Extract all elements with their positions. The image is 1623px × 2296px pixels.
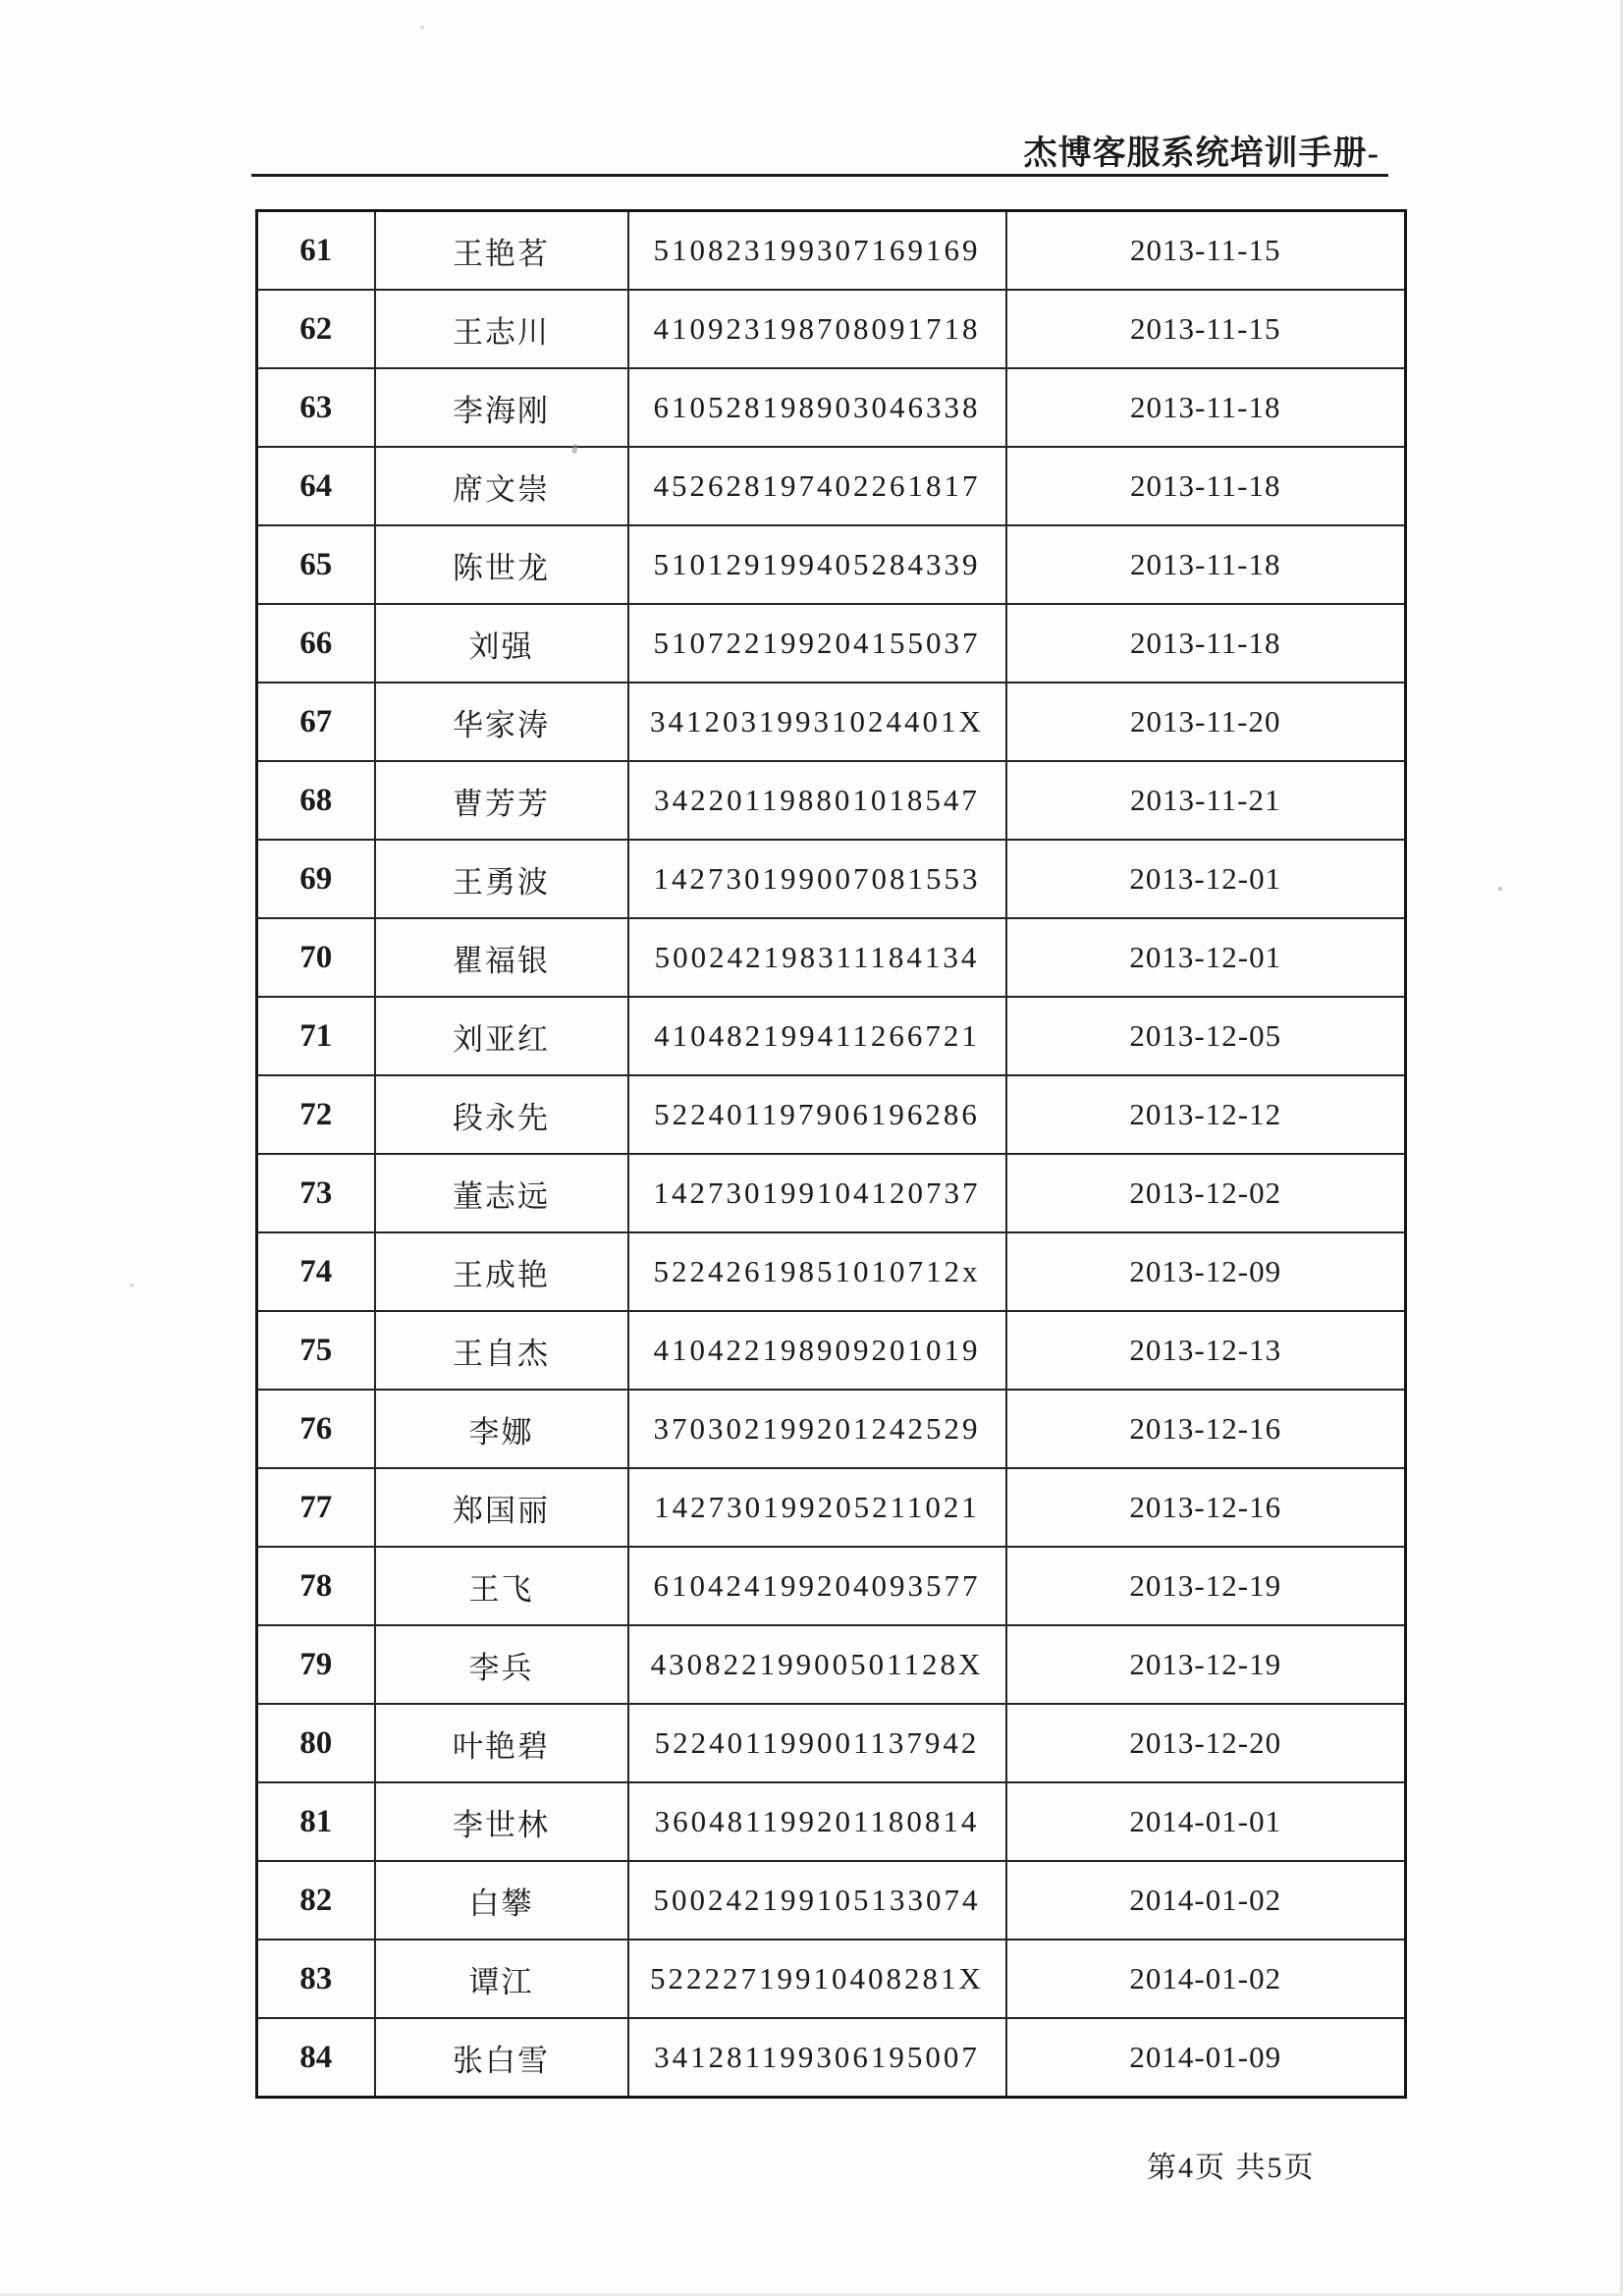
row-number-cell: 66 [257, 604, 375, 683]
table-row [257, 1547, 1406, 1625]
roster-table [255, 209, 1407, 2099]
row-number-cell: 79 [257, 1625, 375, 1704]
id-number-cell: 510722199204155037 [628, 604, 1006, 683]
date-cell: 2013-11-18 [1006, 604, 1406, 683]
table-row [257, 1075, 1406, 1154]
name-cell: 华家涛 [375, 683, 628, 761]
name-cell: 郑国丽 [375, 1468, 628, 1547]
row-number-cell: 77 [257, 1468, 375, 1547]
scan-speck [420, 26, 424, 29]
row-number-cell: 78 [257, 1547, 375, 1625]
row-number-cell: 64 [257, 447, 375, 525]
table-row [257, 1704, 1406, 1782]
date-cell: 2013-12-19 [1006, 1625, 1406, 1704]
name-cell: 瞿福银 [375, 918, 628, 997]
row-number-cell: 61 [257, 211, 375, 291]
table-row [257, 761, 1406, 840]
roster-table-body [257, 211, 1406, 2098]
id-number-cell: 142730199104120737 [628, 1154, 1006, 1232]
table-row [257, 211, 1406, 291]
date-cell: 2013-12-02 [1006, 1154, 1406, 1232]
row-number-cell: 75 [257, 1311, 375, 1390]
id-number-cell: 52222719910408281X [628, 1940, 1006, 2018]
date-cell: 2013-11-18 [1006, 368, 1406, 447]
id-number-cell: 360481199201180814 [628, 1782, 1006, 1861]
id-number-cell: 500242199105133074 [628, 1861, 1006, 1940]
id-number-cell: 342201198801018547 [628, 761, 1006, 840]
header-divider [251, 174, 1388, 177]
date-cell: 2013-12-13 [1006, 1311, 1406, 1390]
id-number-cell: 142730199007081553 [628, 840, 1006, 918]
date-cell: 2013-12-01 [1006, 840, 1406, 918]
id-number-cell: 510129199405284339 [628, 525, 1006, 604]
id-number-cell: 34120319931024401X [628, 683, 1006, 761]
name-cell: 王艳茗 [375, 211, 628, 291]
table-row [257, 525, 1406, 604]
row-number-cell: 63 [257, 368, 375, 447]
name-cell: 刘亚红 [375, 997, 628, 1075]
table-row [257, 1468, 1406, 1547]
date-cell: 2014-01-01 [1006, 1782, 1406, 1861]
row-number-cell: 83 [257, 1940, 375, 2018]
table-row [257, 1861, 1406, 1940]
name-cell: 谭江 [375, 1940, 628, 2018]
row-number-cell: 76 [257, 1390, 375, 1468]
date-cell: 2013-11-18 [1006, 447, 1406, 525]
table-row [257, 1625, 1406, 1704]
table-row [257, 290, 1406, 368]
scan-speck [1498, 887, 1502, 891]
date-cell: 2013-11-18 [1006, 525, 1406, 604]
id-number-cell: 610528198903046338 [628, 368, 1006, 447]
table-row [257, 1782, 1406, 1861]
date-cell: 2013-12-05 [1006, 997, 1406, 1075]
row-number-cell: 72 [257, 1075, 375, 1154]
date-cell: 2013-12-19 [1006, 1547, 1406, 1625]
table-row [257, 1390, 1406, 1468]
date-cell: 2013-11-15 [1006, 211, 1406, 291]
date-cell: 2013-11-21 [1006, 761, 1406, 840]
row-number-cell: 74 [257, 1232, 375, 1311]
table-row [257, 1154, 1406, 1232]
date-cell: 2014-01-02 [1006, 1861, 1406, 1940]
id-number-cell: 410422198909201019 [628, 1311, 1006, 1390]
name-cell: 李娜 [375, 1390, 628, 1468]
row-number-cell: 62 [257, 290, 375, 368]
scan-speck [130, 1284, 134, 1287]
name-cell: 陈世龙 [375, 525, 628, 604]
id-number-cell: 410923198708091718 [628, 290, 1006, 368]
id-number-cell: 452628197402261817 [628, 447, 1006, 525]
row-number-cell: 81 [257, 1782, 375, 1861]
row-number-cell: 82 [257, 1861, 375, 1940]
date-cell: 2013-12-09 [1006, 1232, 1406, 1311]
name-cell: 曹芳芳 [375, 761, 628, 840]
id-number-cell: 142730199205211021 [628, 1468, 1006, 1547]
row-number-cell: 84 [257, 2018, 375, 2098]
date-cell: 2013-12-16 [1006, 1468, 1406, 1547]
page-number: 第4页 共5页 [1147, 2152, 1316, 2184]
name-cell: 董志远 [375, 1154, 628, 1232]
name-cell: 刘强 [375, 604, 628, 683]
table-row [257, 447, 1406, 525]
id-number-cell: 500242198311184134 [628, 918, 1006, 997]
table-row [257, 1232, 1406, 1311]
row-number-cell: 73 [257, 1154, 375, 1232]
table-row [257, 604, 1406, 683]
name-cell: 段永先 [375, 1075, 628, 1154]
date-cell: 2013-11-20 [1006, 683, 1406, 761]
row-number-cell: 80 [257, 1704, 375, 1782]
id-number-cell: 43082219900501128X [628, 1625, 1006, 1704]
table-row [257, 1311, 1406, 1390]
date-cell: 2013-11-15 [1006, 290, 1406, 368]
id-number-cell: 610424199204093577 [628, 1547, 1006, 1625]
name-cell: 李海刚 [375, 368, 628, 447]
table-row [257, 918, 1406, 997]
name-cell: 王飞 [375, 1547, 628, 1625]
id-number-cell: 410482199411266721 [628, 997, 1006, 1075]
name-cell: 李兵 [375, 1625, 628, 1704]
table-row [257, 683, 1406, 761]
name-cell: 叶艳碧 [375, 1704, 628, 1782]
id-number-cell: 370302199201242529 [628, 1390, 1006, 1468]
date-cell: 2013-12-16 [1006, 1390, 1406, 1468]
page-footer [1147, 2143, 1316, 2186]
row-number-cell: 71 [257, 997, 375, 1075]
id-number-cell: 341281199306195007 [628, 2018, 1006, 2098]
date-cell: 2013-12-01 [1006, 918, 1406, 997]
id-number-cell: 522401197906196286 [628, 1075, 1006, 1154]
name-cell: 白攀 [375, 1861, 628, 1940]
date-cell: 2014-01-09 [1006, 2018, 1406, 2098]
row-number-cell: 65 [257, 525, 375, 604]
id-number-cell: 52242619851010712x [628, 1232, 1006, 1311]
name-cell: 王成艳 [375, 1232, 628, 1311]
date-cell: 2013-12-20 [1006, 1704, 1406, 1782]
table-row [257, 2018, 1406, 2098]
row-number-cell: 68 [257, 761, 375, 840]
name-cell: 王勇波 [375, 840, 628, 918]
name-cell: 张白雪 [375, 2018, 628, 2098]
name-cell: 席文崇 [375, 447, 628, 525]
row-number-cell: 67 [257, 683, 375, 761]
name-cell: 王志川 [375, 290, 628, 368]
row-number-cell: 70 [257, 918, 375, 997]
table-row [257, 1940, 1406, 2018]
document-title: 杰博客服系统培训手册- [1023, 136, 1380, 172]
id-number-cell: 510823199307169169 [628, 211, 1006, 291]
name-cell: 李世林 [375, 1782, 628, 1861]
date-cell: 2014-01-02 [1006, 1940, 1406, 2018]
id-number-cell: 522401199001137942 [628, 1704, 1006, 1782]
table-row [257, 997, 1406, 1075]
row-number-cell: 69 [257, 840, 375, 918]
table-row [257, 840, 1406, 918]
table-row [257, 368, 1406, 447]
name-cell: 王自杰 [375, 1311, 628, 1390]
date-cell: 2013-12-12 [1006, 1075, 1406, 1154]
